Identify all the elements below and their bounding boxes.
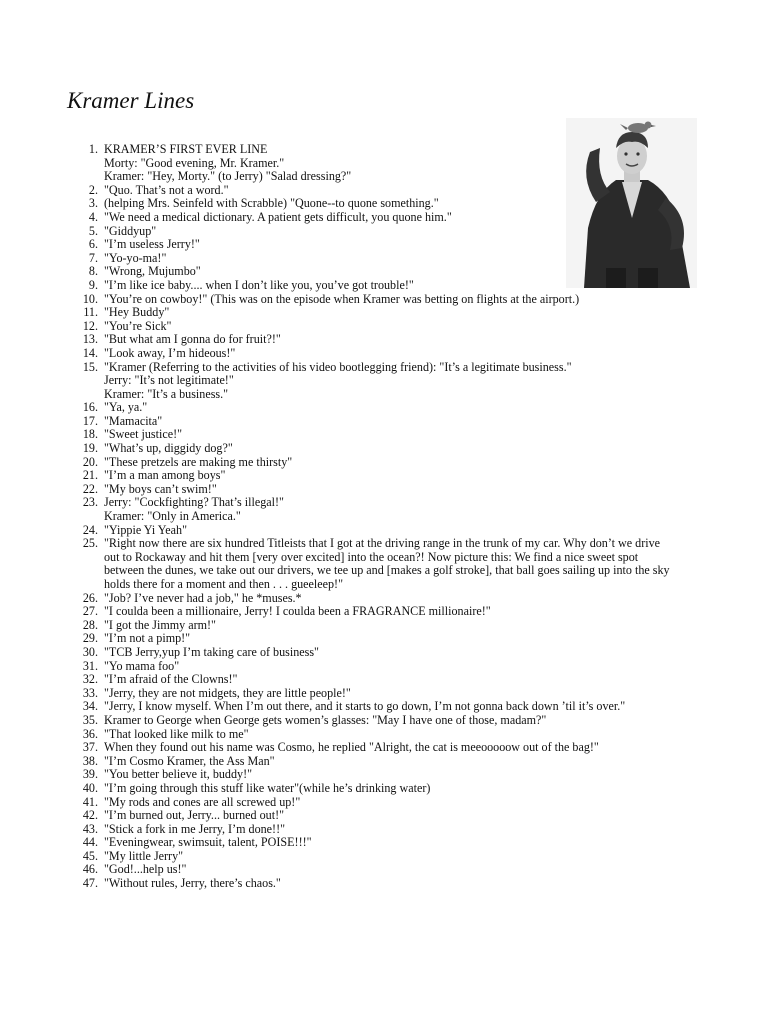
list-item-text	[104, 823, 704, 837]
list-item-text	[104, 225, 559, 239]
list-item-text	[104, 755, 704, 769]
page-title: Kramer Lines	[67, 88, 195, 113]
list-item-line: "God!...help us!"	[104, 862, 187, 877]
list-item-text	[104, 320, 704, 334]
list-item	[0, 361, 768, 402]
list-item	[0, 687, 768, 701]
list-item	[0, 333, 768, 347]
list-item-line: When they found out his name was Cosmo, he replied "Alright, the cat is meeooooow out of the bag!"	[104, 740, 599, 755]
list-item-number: 16.	[82, 400, 98, 415]
list-item-text	[104, 714, 704, 728]
list-item	[0, 714, 768, 728]
quote-list	[0, 143, 768, 891]
list-item	[0, 347, 768, 361]
list-item-number: 22.	[82, 481, 98, 496]
list-item-text	[104, 238, 559, 252]
list-item-number: 37.	[82, 740, 98, 755]
list-item-text	[104, 361, 704, 402]
list-item	[0, 442, 768, 456]
list-item-number: 15.	[82, 359, 98, 374]
list-item-text	[104, 632, 704, 646]
list-item-line: "Yo-yo-ma!"	[104, 250, 167, 265]
list-item-number: 10.	[82, 291, 98, 306]
list-item-line: "Look away, I’m hideous!"	[104, 345, 236, 360]
list-item-number: 25.	[82, 536, 98, 551]
list-item-line: "Right now there are six hundred Titleists that I got at the driving range in the trunk of my car. Why don’t we drive	[104, 536, 660, 551]
list-item-text	[104, 265, 559, 279]
list-item-number: 19.	[82, 441, 98, 456]
list-item	[0, 537, 768, 591]
list-item-number: 33.	[82, 685, 98, 700]
list-item-number: 11.	[83, 305, 98, 320]
list-item-text	[104, 252, 559, 266]
list-item	[0, 646, 768, 660]
list-item-text	[104, 700, 704, 714]
list-item-line: Morty: "Good evening, Mr. Kramer."	[104, 155, 285, 170]
list-item-text	[104, 646, 704, 660]
list-item-number: 18.	[82, 427, 98, 442]
list-item-line: "Jerry, I know myself. When I’m out there, and it starts to go down, I’m not gonna back down ’til it’s over."	[104, 699, 626, 714]
list-item-line: "Yo mama foo"	[104, 658, 180, 673]
list-item-text	[104, 796, 704, 810]
list-item-text	[104, 197, 559, 211]
list-item-number: 20.	[82, 454, 98, 469]
list-item-number: 13.	[82, 332, 98, 347]
list-item-number: 8.	[88, 264, 98, 279]
list-item	[0, 428, 768, 442]
list-item-line: "Job? I’ve never had a job," he *muses.*	[104, 590, 302, 605]
list-item-text	[104, 768, 704, 782]
list-item-line: "Mamacita"	[104, 413, 163, 428]
list-item-line: "These pretzels are making me thirsty"	[104, 454, 293, 469]
list-item-number: 38.	[82, 753, 98, 768]
list-item-number: 24.	[82, 522, 98, 537]
list-item	[0, 143, 768, 184]
list-item-line: "Yippie Yi Yeah"	[104, 522, 188, 537]
list-item-number: 12.	[82, 318, 98, 333]
list-item	[0, 605, 768, 619]
list-item	[0, 293, 768, 307]
list-item-number: 14.	[82, 345, 98, 360]
list-item-number: 47.	[82, 876, 98, 891]
list-item-text	[104, 279, 559, 293]
list-item	[0, 836, 768, 850]
list-item-line: "I’m useless Jerry!"	[104, 237, 200, 252]
list-item-line: "Stick a fork in me Jerry, I’m done!!"	[104, 821, 286, 836]
list-item-line: "That looked like milk to me"	[104, 726, 249, 741]
list-item-line: Jerry: "Cockfighting? That’s illegal!"	[104, 495, 284, 510]
list-item-number: 42.	[82, 808, 98, 823]
list-item	[0, 252, 768, 266]
list-item	[0, 401, 768, 415]
list-item-text	[104, 483, 704, 497]
list-item-line: "I’m not a pimp!"	[104, 631, 191, 646]
list-item-line: holds there for a moment and then . . . gueeleep!"	[104, 577, 344, 591]
list-item-line: "Wrong, Mujumbo"	[104, 264, 201, 279]
list-item-line: "I’m like ice baby.... when I don’t like you, you’ve got trouble!"	[104, 277, 414, 292]
list-item-text	[104, 877, 704, 891]
list-item-line: "I’m afraid of the Clowns!"	[104, 672, 238, 687]
list-item-line: "Ya, ya."	[104, 400, 148, 415]
list-item-number: 27.	[82, 604, 98, 619]
list-item-text	[104, 469, 704, 483]
list-item-line: "I’m Cosmo Kramer, the Ass Man"	[104, 753, 275, 768]
list-item-number: 26.	[82, 590, 98, 605]
list-item-text	[104, 619, 704, 633]
list-item	[0, 700, 768, 714]
list-item-text	[104, 782, 704, 796]
list-item-line: Kramer to George when George gets women’s glasses: "May I have one of those, madam?"	[104, 712, 547, 727]
list-item	[0, 823, 768, 837]
list-item-line: "Quo. That’s not a word."	[104, 182, 229, 197]
list-item	[0, 238, 768, 252]
list-item-line: "You’re Sick"	[104, 318, 172, 333]
list-item-number: 39.	[82, 767, 98, 782]
list-item	[0, 673, 768, 687]
list-item-line: between the dunes, we take out our drivers, we tee up and [makes a golf stroke], that ball goes sailing up into the sky	[104, 563, 670, 578]
list-item-text	[104, 401, 704, 415]
list-item-number: 17.	[82, 413, 98, 428]
list-item-text	[104, 428, 704, 442]
list-item	[0, 225, 768, 239]
list-item-text	[104, 836, 704, 850]
list-item-line: "Giddyup"	[104, 223, 157, 238]
list-item-number: 35.	[82, 712, 98, 727]
list-item	[0, 755, 768, 769]
list-item-line: "My boys can’t swim!"	[104, 481, 217, 496]
list-item-line: out to Rockaway and hit them [very over excited] into the ocean?! Now picture this: We find a nice sweet spot	[104, 549, 639, 564]
list-item-text	[104, 809, 704, 823]
list-item-text	[104, 728, 704, 742]
list-item	[0, 469, 768, 483]
list-item-line: "I coulda been a millionaire, Jerry! I coulda been a FRAGRANCE millionaire!"	[104, 604, 491, 619]
list-item-text	[104, 850, 704, 864]
list-item-text	[104, 415, 704, 429]
list-item	[0, 415, 768, 429]
list-item-text	[104, 687, 704, 701]
list-item-text	[104, 537, 704, 591]
list-item-number: 34.	[82, 699, 98, 714]
list-item	[0, 265, 768, 279]
list-item-number: 7.	[88, 250, 98, 265]
list-item-number: 40.	[82, 780, 98, 795]
list-item-text	[104, 143, 559, 184]
list-item-line: "I got the Jimmy arm!"	[104, 617, 216, 632]
list-item-number: 28.	[82, 617, 98, 632]
list-item-text	[104, 442, 704, 456]
list-item-text	[104, 306, 704, 320]
list-item	[0, 483, 768, 497]
list-item-number: 29.	[82, 631, 98, 646]
list-item	[0, 619, 768, 633]
list-item-text	[104, 211, 559, 225]
list-item	[0, 524, 768, 538]
list-item-text	[104, 347, 704, 361]
list-item-number: 5.	[88, 223, 98, 238]
list-item-line: "You’re on cowboy!" (This was on the episode when Kramer was betting on flights at the airport.)	[104, 291, 580, 306]
list-item-number: 2.	[88, 182, 98, 197]
list-item	[0, 782, 768, 796]
list-item-line: "We need a medical dictionary. A patient gets difficult, you quone him."	[104, 209, 452, 224]
list-item	[0, 211, 768, 225]
list-item-number: 21.	[82, 468, 98, 483]
list-item-text	[104, 496, 704, 523]
list-item-text	[104, 673, 704, 687]
list-item-line: "What’s up, diggidy dog?"	[104, 441, 233, 456]
list-item-line: Kramer: "Only in America."	[104, 509, 241, 524]
list-item-text	[104, 741, 704, 755]
list-item	[0, 850, 768, 864]
list-item-line: "Eveningwear, swimsuit, talent, POISE!!!"	[104, 835, 312, 850]
list-item	[0, 197, 768, 211]
list-item-line: "My little Jerry"	[104, 848, 184, 863]
list-item-text	[104, 184, 559, 198]
list-item-number: 41.	[82, 794, 98, 809]
list-item-text	[104, 524, 704, 538]
list-item-line: "Without rules, Jerry, there’s chaos."	[104, 876, 281, 891]
list-item-line: "My rods and cones are all screwed up!"	[104, 794, 301, 809]
list-item	[0, 320, 768, 334]
list-item	[0, 496, 768, 523]
list-item-line: "I’m a man among boys"	[104, 468, 226, 483]
list-item-line: "Kramer (Referring to the activities of his video bootlegging friend): "It’s a legitimate business."	[104, 359, 572, 374]
list-item-number: 46.	[82, 862, 98, 877]
list-item-number: 9.	[88, 277, 98, 292]
list-item-number: 45.	[82, 848, 98, 863]
list-item	[0, 863, 768, 877]
list-item-line: Jerry: "It’s not legitimate!"	[104, 373, 234, 388]
list-item-number: 31.	[82, 658, 98, 673]
list-item-text	[104, 863, 704, 877]
list-item-line: "TCB Jerry,yup I’m taking care of business"	[104, 644, 319, 659]
list-item-line: "Hey Buddy"	[104, 305, 170, 320]
list-item	[0, 768, 768, 782]
list-item	[0, 728, 768, 742]
list-item-number: 3.	[88, 196, 98, 211]
list-item	[0, 660, 768, 674]
list-item-line: "I’m burned out, Jerry... burned out!"	[104, 808, 285, 823]
list-item-line: KRAMER’S FIRST EVER LINE	[104, 142, 268, 156]
list-item	[0, 592, 768, 606]
list-item	[0, 741, 768, 755]
list-item	[0, 796, 768, 810]
list-item	[0, 809, 768, 823]
list-item	[0, 877, 768, 891]
list-item-text	[104, 293, 704, 307]
list-item-text	[104, 333, 704, 347]
list-item-line: "Sweet justice!"	[104, 427, 183, 442]
list-item-text	[104, 456, 704, 470]
list-item-number: 23.	[82, 495, 98, 510]
list-item	[0, 279, 768, 293]
list-item-line: "You better believe it, buddy!"	[104, 767, 253, 782]
list-item-line: "But what am I gonna do for fruit?!"	[104, 332, 281, 347]
list-item-text	[104, 605, 704, 619]
list-item-line: "I’m going through this stuff like water"(while he’s drinking water)	[104, 780, 431, 795]
list-item-text	[104, 592, 704, 606]
list-item-line: Kramer: "Hey, Morty." (to Jerry) "Salad dressing?"	[104, 169, 352, 184]
list-item-number: 32.	[82, 672, 98, 687]
list-item-line: "Jerry, they are not midgets, they are little people!"	[104, 685, 351, 700]
list-item-number: 4.	[88, 209, 98, 224]
list-item-text	[104, 660, 704, 674]
list-item	[0, 306, 768, 320]
list-item-number: 36.	[82, 726, 98, 741]
list-item-number: 1.	[88, 142, 98, 156]
list-item-line: Kramer: "It’s a business."	[104, 386, 229, 401]
list-item	[0, 632, 768, 646]
list-item-number: 44.	[82, 835, 98, 850]
list-item	[0, 184, 768, 198]
list-item	[0, 456, 768, 470]
list-item-number: 30.	[82, 644, 98, 659]
list-item-line: (helping Mrs. Seinfeld with Scrabble) "Quone--to quone something."	[104, 196, 439, 211]
list-item-number: 43.	[82, 821, 98, 836]
list-item-number: 6.	[88, 237, 98, 252]
